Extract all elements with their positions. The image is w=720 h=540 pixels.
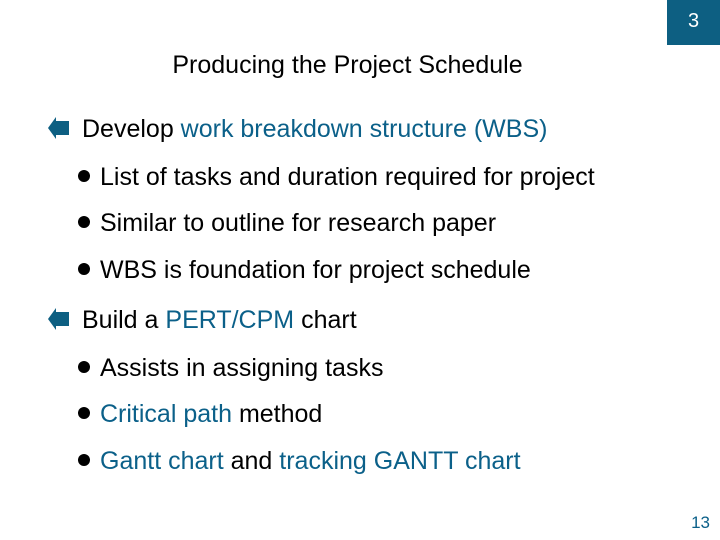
sub-bullet-assigning-tasks xyxy=(78,352,383,384)
bullet-text-plain: Develop xyxy=(82,115,181,143)
chapter-number-tab: 3 xyxy=(667,0,720,45)
sub-bullet-critical-path xyxy=(78,398,322,430)
sub-bullet-list-of-tasks xyxy=(78,161,595,193)
sub-bullet-text: and xyxy=(223,447,280,475)
dot-bullet-icon xyxy=(78,407,90,419)
page-number: 13 xyxy=(691,513,710,532)
slide-title: Producing the Project Schedule xyxy=(172,51,523,79)
sub-bullet-text: WBS is foundation for project schedule xyxy=(100,256,531,284)
diamond-bullet-icon xyxy=(48,117,70,139)
bullet-develop-wbs xyxy=(48,113,547,145)
sub-bullet-text-highlight: Critical path xyxy=(100,400,232,428)
sub-bullet-text-highlight: Gantt chart xyxy=(100,447,224,475)
sub-bullet-text: List of tasks and duration required for project xyxy=(100,163,595,191)
diamond-bullet-icon xyxy=(48,308,70,330)
dot-bullet-icon xyxy=(78,216,90,228)
sub-bullet-text: Similar to outline for research paper xyxy=(100,209,497,237)
dot-bullet-icon xyxy=(78,454,90,466)
sub-bullet-wbs-foundation xyxy=(78,254,531,286)
bullet-build-pert-cpm xyxy=(48,304,357,336)
dot-bullet-icon xyxy=(78,170,90,182)
dot-bullet-icon xyxy=(78,263,90,275)
bullet-text-highlight: work breakdown structure (WBS) xyxy=(180,115,548,143)
sub-bullet-similar-outline xyxy=(78,207,496,239)
bullet-text-plain: Build a xyxy=(82,306,166,334)
bullet-text-plain: chart xyxy=(294,306,357,334)
sub-bullet-text-highlight: tracking GANTT chart xyxy=(279,447,521,475)
sub-bullet-text: method xyxy=(232,400,323,428)
dot-bullet-icon xyxy=(78,361,90,373)
sub-bullet-gantt-chart xyxy=(78,445,521,477)
sub-bullet-text: Assists in assigning tasks xyxy=(100,354,384,382)
bullet-text-highlight: PERT/CPM xyxy=(165,306,295,334)
